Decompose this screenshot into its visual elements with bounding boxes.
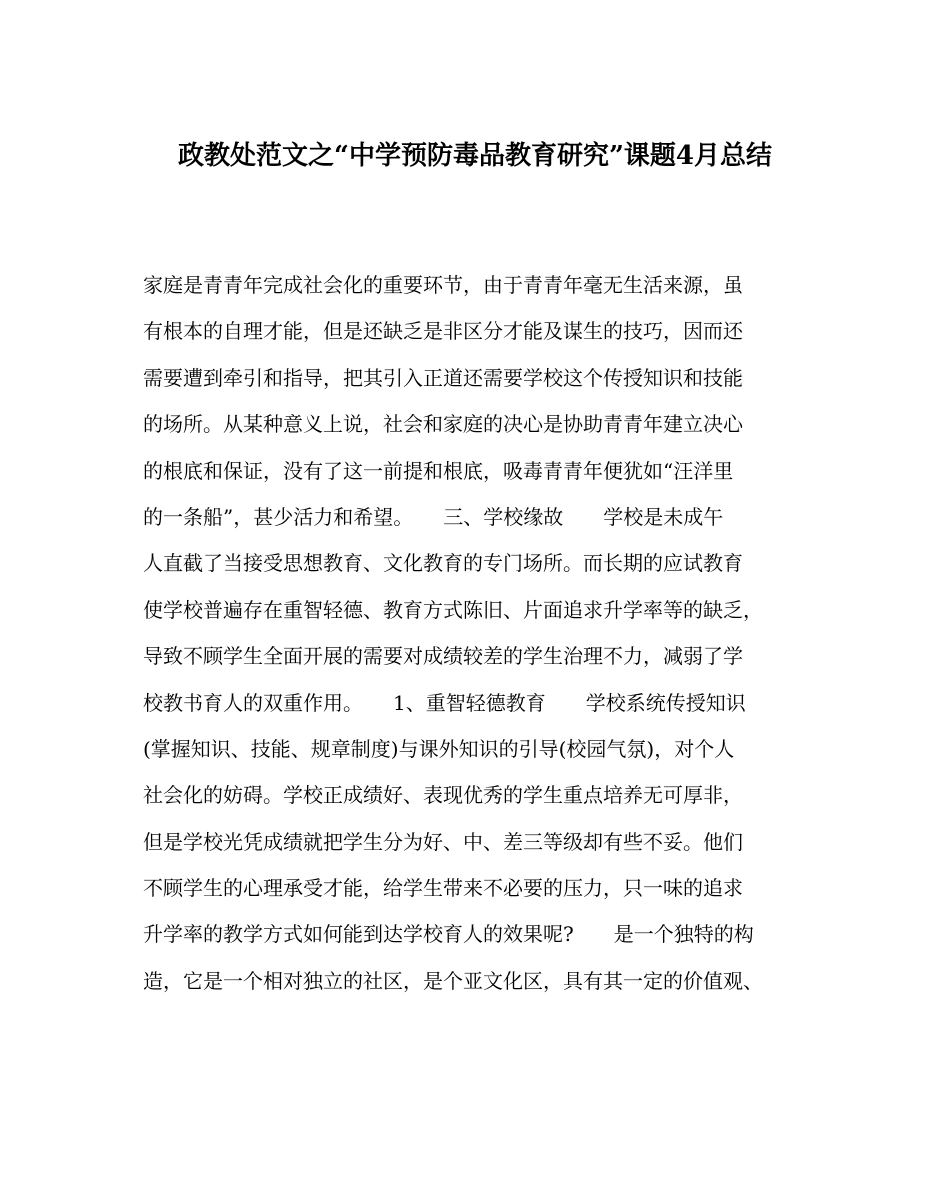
body-line: 的场所。从某种意义上说，社会和家庭的决心是协助青青年建立决心 — [143, 412, 743, 437]
body-line: 的根底和保证，没有了这一前提和根底，吸毒青青年便犹如“汪洋里 — [143, 458, 734, 483]
body-line: 但是学校光凭成绩就把学生分为好、中、差三等级却有些不妥。他们 — [143, 829, 743, 854]
body-line: 社会化的妨碍。学校正成绩好、表现优秀的学生重点培养无可厚非， — [143, 783, 743, 808]
body-line: 人直截了当接受思想教育、文化教育的专门场所。而长期的应试教育 — [143, 551, 743, 576]
body-line: 导致不顾学生全面开展的需要对成绩较差的学生治理不力，减弱了学 — [143, 644, 743, 669]
body-line: 需要遭到牵引和指导，把其引入正道还需要学校这个传授知识和技能 — [143, 365, 743, 390]
body-line: 的一条船”，甚少活力和希望。 三、学校缘故 学校是未成午 — [143, 504, 724, 529]
body-line: 造，它是一个相对独立的社区，是个亚文化区，具有其一定的价值观、 — [143, 968, 763, 993]
body-line: (掌握知识、技能、规章制度)与课外知识的引导(校园气氛)，对个人 — [143, 736, 735, 761]
body-line: 升学率的教学方式如何能到达学校育人的效果呢? 是一个独特的构 — [143, 922, 754, 947]
document-body — [143, 265, 833, 1007]
body-line: 有根本的自理才能，但是还缺乏是非区分才能及谋生的技巧，因而还 — [143, 319, 743, 344]
body-line: 不顾学生的心理承受才能，给学生带来不必要的压力，只一味的追求 — [143, 876, 743, 901]
body-line: 校教书育人的双重作用。 1、重智轻德教育 学校系统传授知识 — [143, 690, 746, 715]
body-line: 使学校普遍存在重智轻德、教育方式陈旧、片面追求升学率等的缺乏， — [143, 597, 763, 622]
body-line: 家庭是青青年完成社会化的重要环节，由于青青年毫无生活来源，虽 — [143, 273, 743, 297]
document-title: 政教处范文之“中学预防毒品教育研究”课题4月总结 — [177, 141, 772, 171]
